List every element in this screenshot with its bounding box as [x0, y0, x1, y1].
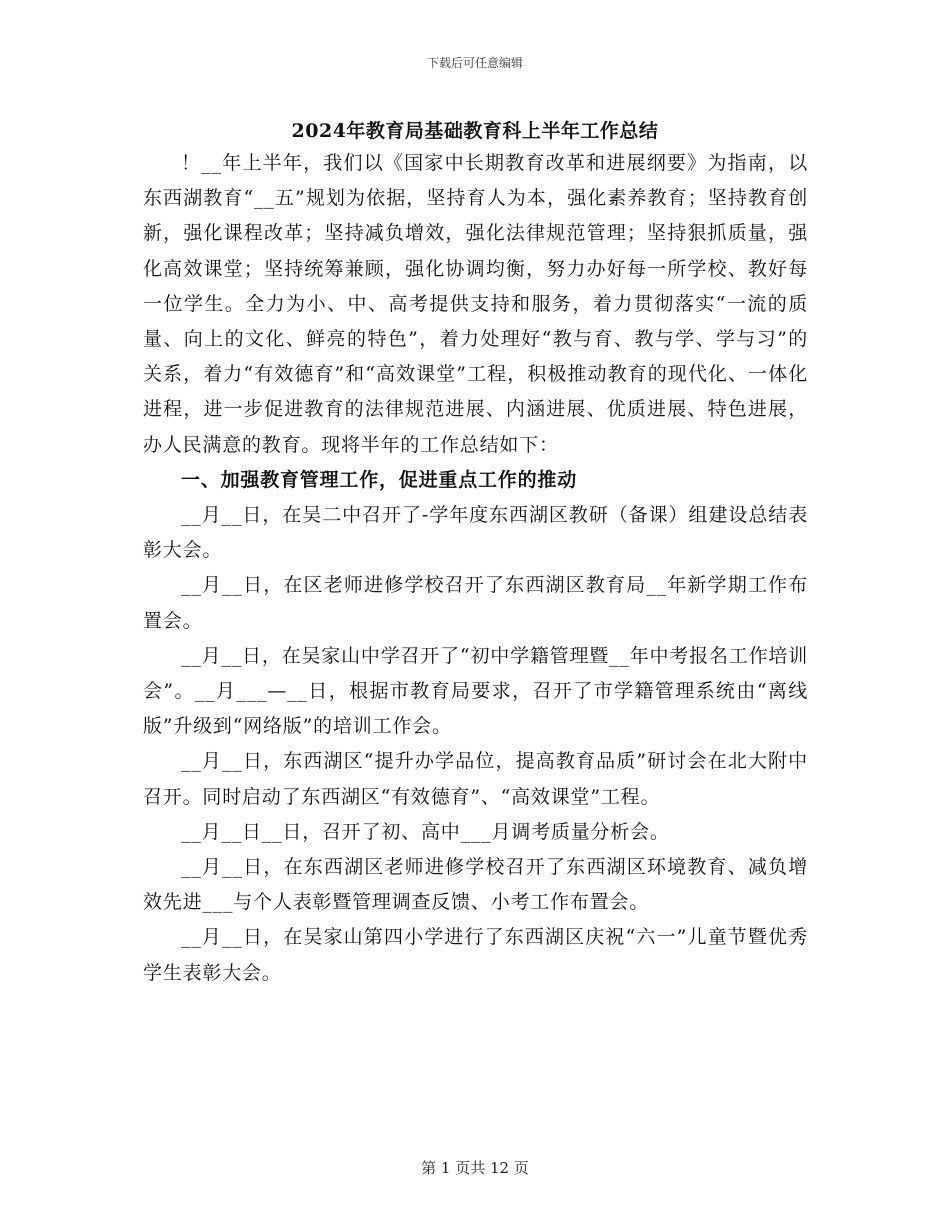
intro-paragraph: ！__年上半年，我们以《国家中长期教育改革和进展纲要》为指南，以东西湖教育“__五”规划为依据，坚持育人为本，强化素养教育；坚持教育创新，强化课程改革；坚持减负增效，强化法律规范管理；坚持狠抓质量，强化高效课堂；坚持统筹兼顾，强化协调均衡，努力办好每一所学校、教好每一位学生。全力为小、中、高考提供支持和服务，着力贯彻落实“一流的质量、向上的文化、鲜亮的特色”，着力处理好“教与育、教与学、学与习”的关系，着力“有效德育”和“高效课堂”工程，积极推动教育的现代化、一体化进程，进一步促进教育的法律规范进展、内涵进展、优质进展、特色进展，办人民满意的教育。现将半年的工作总结如下： [143, 152, 808, 456]
header-note: 下载后可任意编辑 [426, 56, 523, 70]
document-title: 2024年教育局基础教育科上半年工作总结 [291, 120, 659, 142]
body-paragraph: __月__日，在吴家山第四小学进行了东西湖区庆祝“六一”儿童节暨优秀学生表彰大会。 [143, 926, 808, 984]
body-paragraph: __月__日，东西湖区“提升办学品位，提高教育品质”研讨会在北大附中召开。同时启动了东西湖区“有效德育”、“高效课堂”工程。 [143, 750, 808, 808]
document-body [143, 146, 808, 991]
body-paragraph: __月__日，在区老师进修学校召开了东西湖区教育局__年新学期工作布置会。 [143, 574, 808, 632]
body-paragraph: __月__日__日，召开了初、高中___月调考质量分析会。 [181, 820, 670, 843]
section-heading: 一、加强教育管理工作，促进重点工作的推动 [181, 468, 578, 491]
body-paragraph: __月__日，在吴二中召开了-学年度东西湖区教研（备课）组建设总结表彰大会。 [143, 504, 808, 562]
page-number-footer: 第 1 页共 12 页 [421, 1159, 529, 1177]
body-paragraph: __月__日，在东西湖区老师进修学校召开了东西湖区环境教育、减负增效先进___与个人表彰暨管理调查反馈、小考工作布置会。 [143, 856, 808, 914]
body-paragraph: __月__日，在吴家山中学召开了“初中学籍管理暨__年中考报名工作培训会”。__月___—__日，根据市教育局要求，召开了市学籍管理系统由“离线版”升级到“网络版”的培训工作会。 [143, 644, 808, 738]
